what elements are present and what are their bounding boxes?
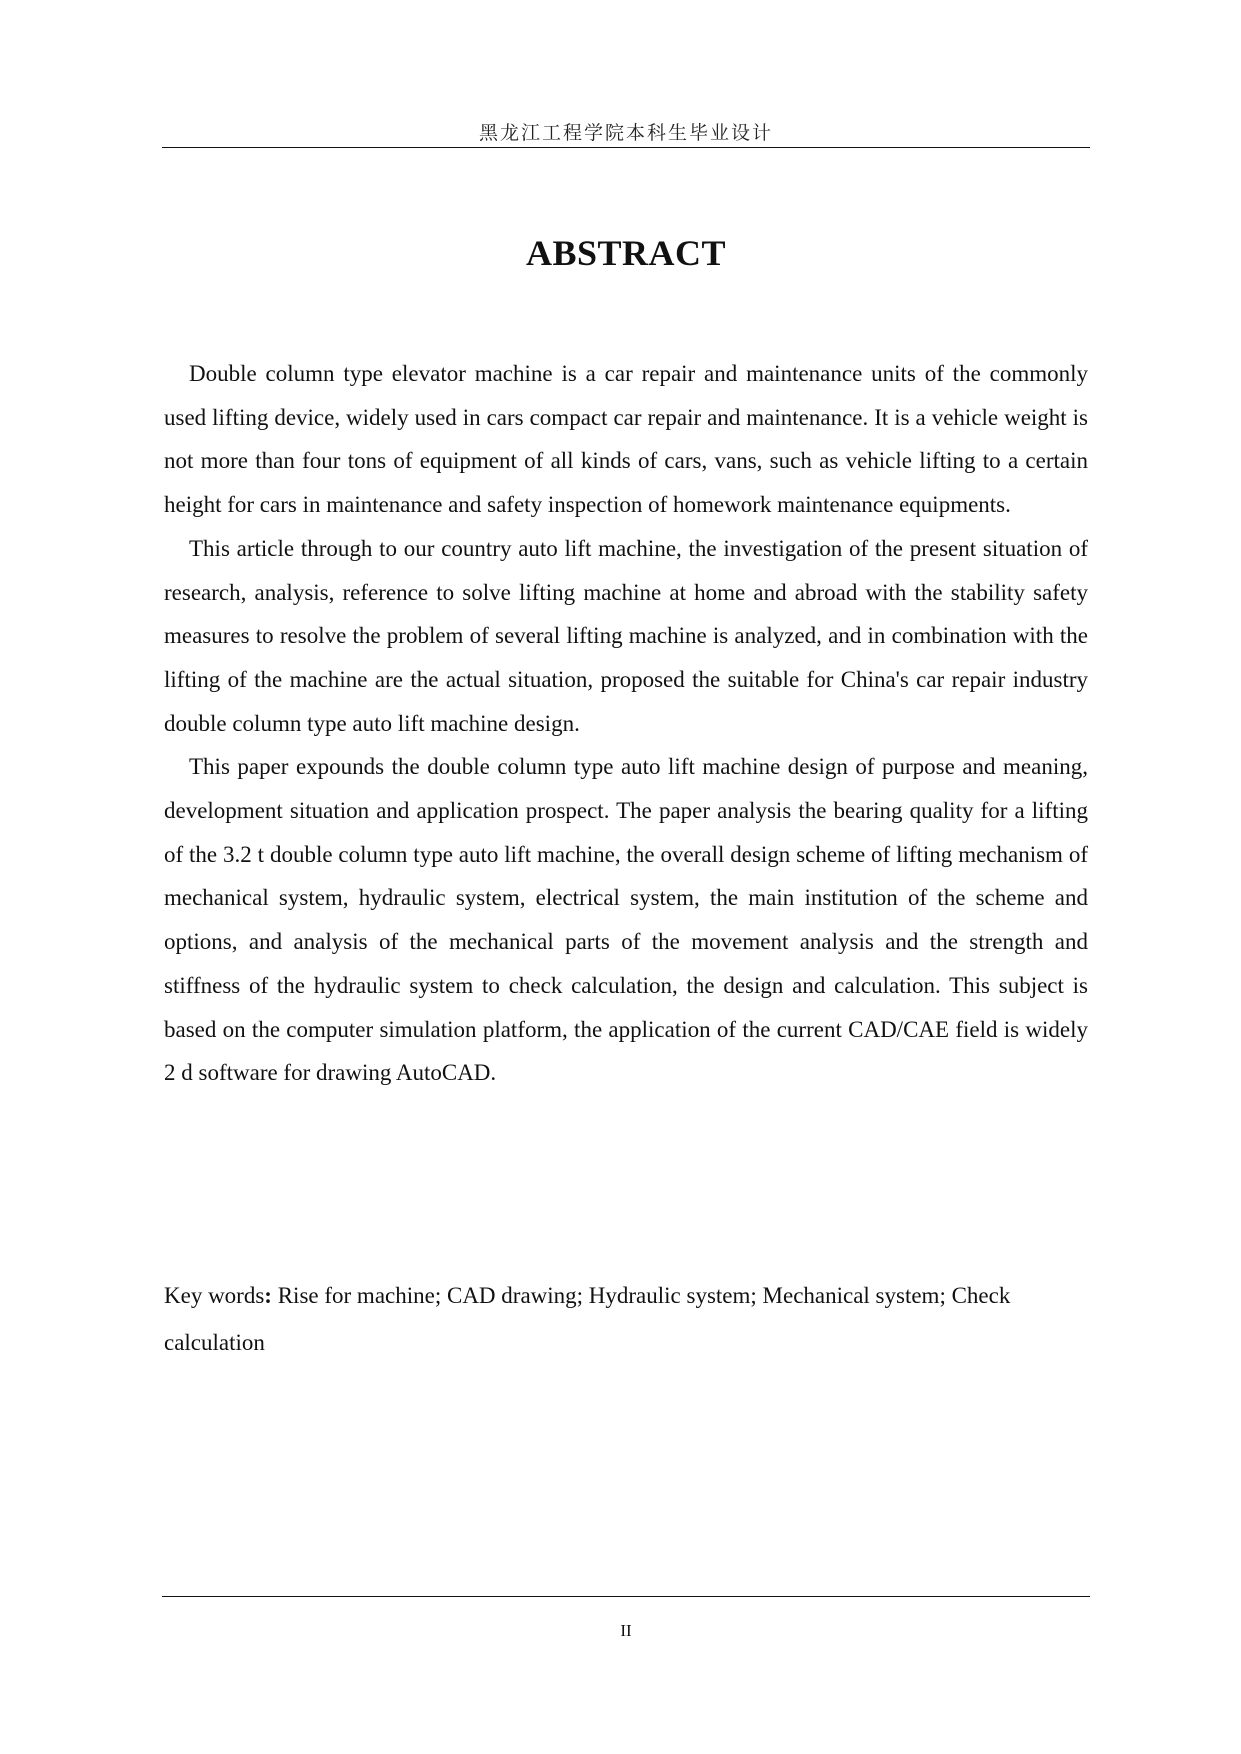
keywords-line xyxy=(164,1272,1088,1366)
page-number: II xyxy=(620,1621,632,1640)
abstract-paragraph-2: This article through to our country auto lift machine, the investigation of the present situation of research, analysis, reference to solve lifting machine at home and abroad with the stability safety measures to resolve the problem of several lifting machine is analyzed, and in combination with the lifting of the machine are the actual situation, proposed the suitable for China's car repair industry double column type auto lift machine design. xyxy=(164,535,1088,736)
footer-divider xyxy=(162,1596,1090,1597)
abstract-body xyxy=(164,352,1088,1095)
keywords-colon: : xyxy=(264,1283,272,1308)
abstract-paragraph-3: This paper expounds the double column type auto lift machine design of purpose and meaning, development situation and application prospect. The paper analysis the bearing quality for a lifting of the 3.2 t double column type auto lift machine, the overall design scheme of lifting mechanism of mechanical system, hydraulic system, electrical system, the main institution of the scheme and options, and analysis of the mechanical parts of the movement analysis and the strength and stiffness of the hydraulic system to check calculation, the design and calculation. This subject is based on the computer simulation platform, the application of the current CAD/CAE field is widely 2 d software for drawing AutoCAD. xyxy=(164,754,1088,1086)
abstract-paragraph-1: Double column type elevator machine is a car repair and maintenance units of the commonly used lifting device, widely used in cars compact car repair and maintenance. It is a vehicle weight is not more than four tons of equipment of all kinds of cars, vans, such as vehicle lifting to a certain height for cars in maintenance and safety inspection of homework maintenance equipments. xyxy=(164,361,1088,518)
keywords-label-text: Key words xyxy=(164,1283,265,1308)
abstract-title: ABSTRACT xyxy=(525,233,727,273)
keywords-text: Rise for machine; CAD drawing; Hydraulic system; Mechanical system; Check calculation xyxy=(164,1283,1011,1355)
header-divider xyxy=(162,147,1090,148)
running-header: 黑龙江工程学院本科生毕业设计 xyxy=(478,122,773,144)
keywords-label xyxy=(164,1283,272,1308)
